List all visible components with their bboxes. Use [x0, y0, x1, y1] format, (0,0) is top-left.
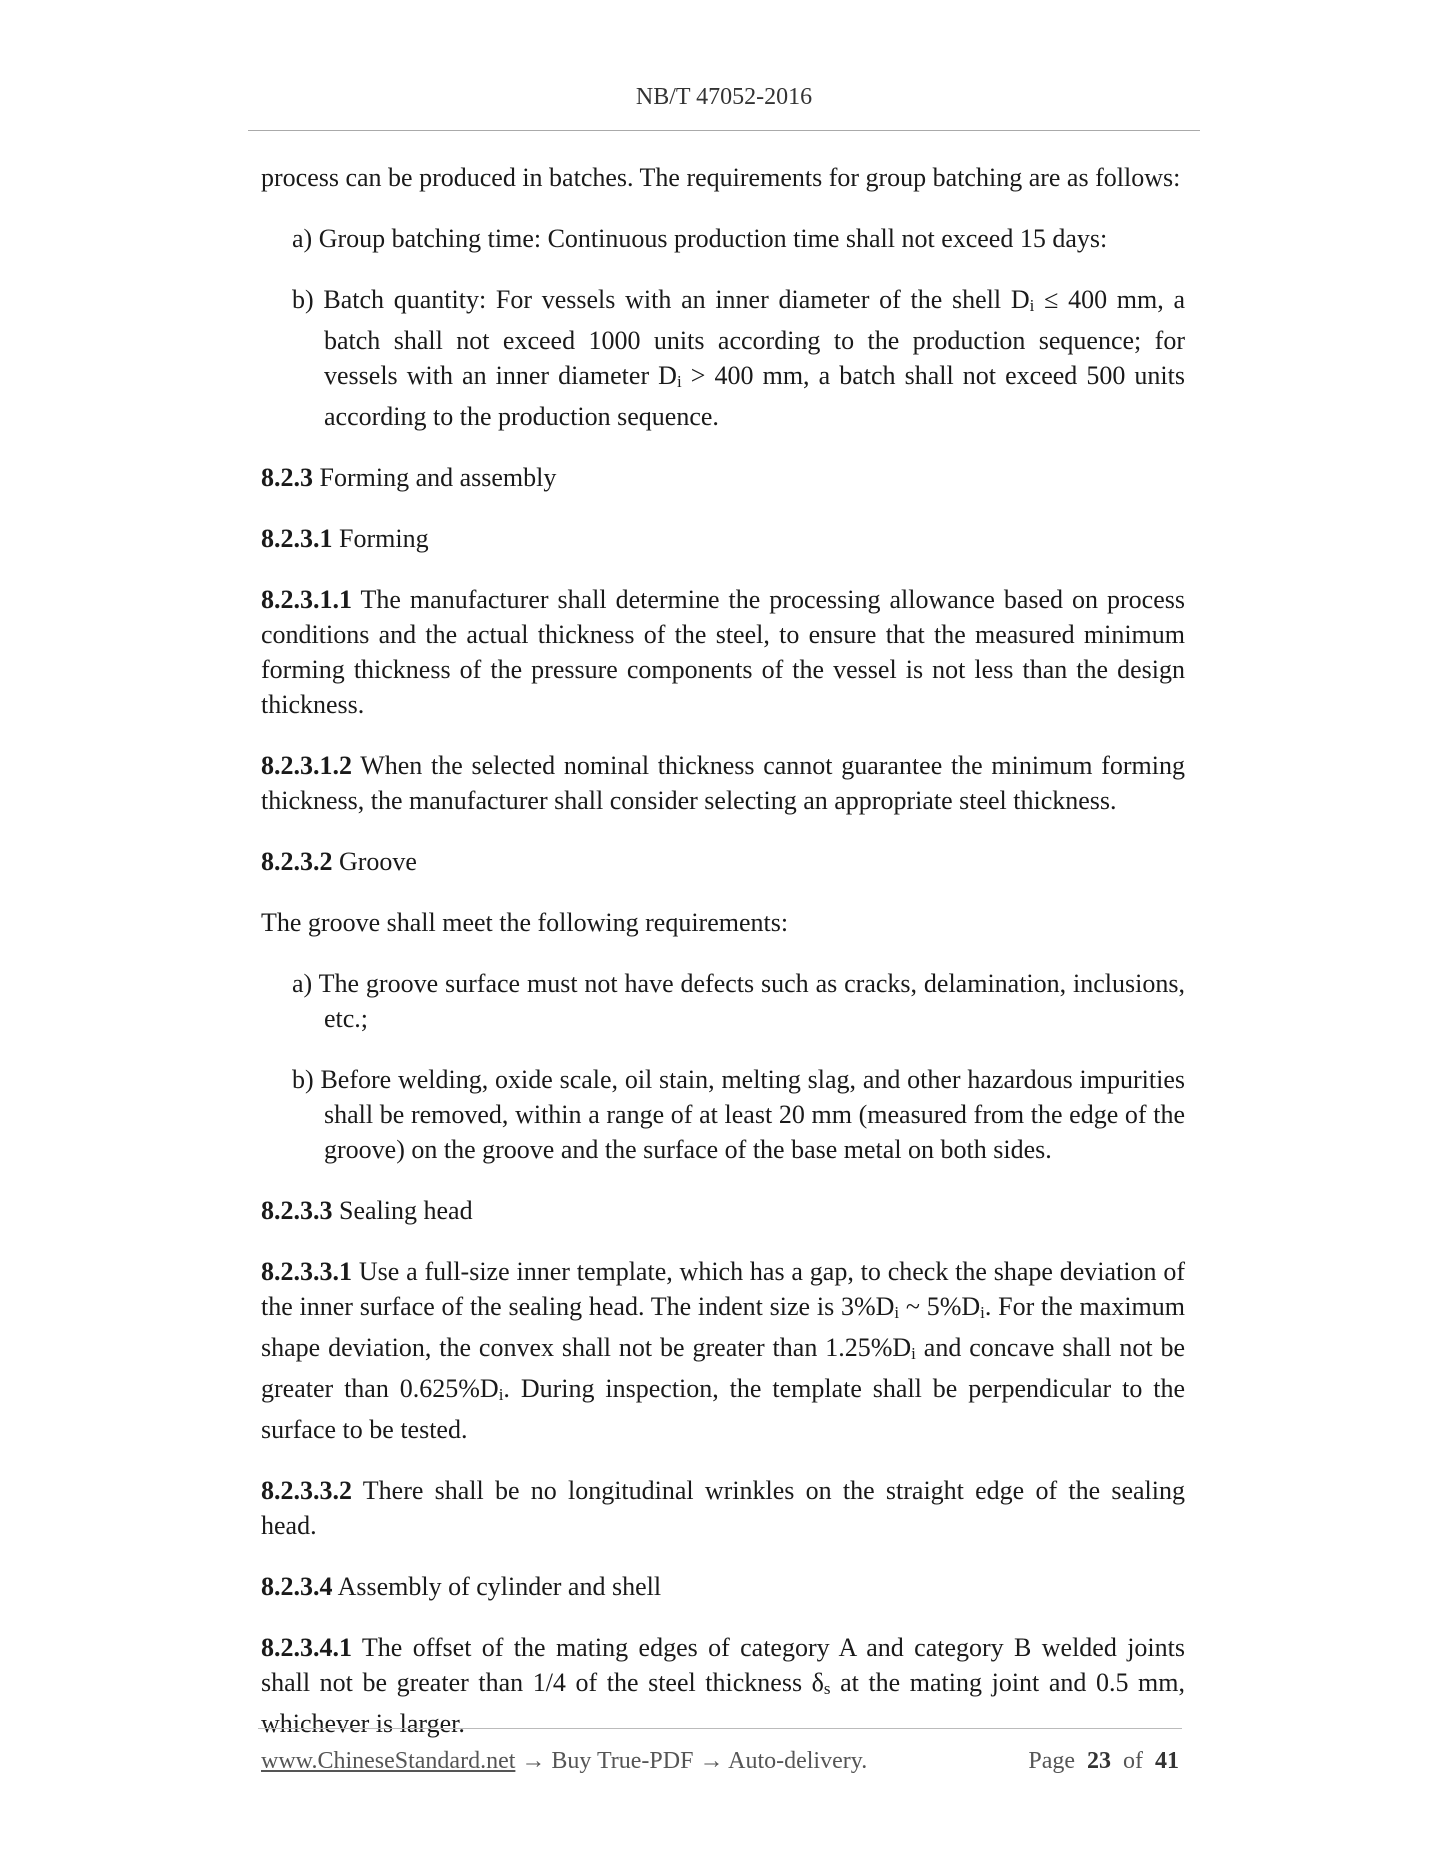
batching-item-b: b) Batch quantity: For vessels with an inner diameter of the shell Di ≤ 400 mm, a batch shall not exceed 1000 units according to the production sequence; for vessels with an inner diameter Di > 400 mm, a batch shall not exceed 500 units according to the production sequence.: [292, 285, 1186, 431]
clause-8-2-3-3-2: 8.2.3.3.2 There shall be no longitudinal wrinkles on the straight edge of the sealing head.: [261, 1476, 1185, 1540]
footer-tagline: → Buy True-PDF → Auto-delivery.: [515, 1748, 868, 1774]
batching-item-a: a) Group batching time: Continuous production time shall not exceed 15 days:: [292, 224, 1108, 253]
clause-8-2-3-4-1: 8.2.3.4.1 The offset of the mating edges of category A and category B welded joints shall not be greater than 1/4 of the steel thickness δs at the mating joint and 0.5 mm, whichever is larger.: [261, 1633, 1185, 1738]
footer-promo: [261, 1748, 867, 1775]
groove-intro: The groove shall meet the following requirements:: [261, 908, 789, 937]
section-8-2-3-heading: 8.2.3 Forming and assembly: [261, 463, 557, 492]
footer-divider: [258, 1728, 1182, 1729]
page-content: [261, 160, 1185, 1767]
header-divider: [248, 130, 1200, 131]
document-header: NB/T 47052-2016: [635, 84, 813, 110]
page-number: Page 23 of 41: [1028, 1748, 1179, 1774]
clause-8-2-3-3-1: 8.2.3.3.1 Use a full-size inner template, which has a gap, to check the shape deviation of the inner surface of the sealing head. The indent size is 3%Di ~ 5%Di. For the maximum shape deviation, the convex shall not be greater than 1.25%Di and concave shall not be greater than 0.625%Di. During inspection, the template shall be perpendicular to the surface to be tested.: [261, 1257, 1185, 1444]
groove-item-b: b) Before welding, oxide scale, oil stain, melting slag, and other hazardous impurities shall be removed, within a range of at least 20 mm (measured from the edge of the groove) on the groove and the surface of the base metal on both sides.: [292, 1065, 1185, 1164]
groove-item-a: a) The groove surface must not have defects such as cracks, delamination, inclusions, etc.;: [292, 969, 1185, 1033]
section-8-2-3-2-heading: 8.2.3.2 Groove: [261, 847, 417, 876]
section-8-2-3-4-heading: 8.2.3.4 Assembly of cylinder and shell: [261, 1572, 662, 1601]
section-8-2-3-3-heading: 8.2.3.3 Sealing head: [261, 1196, 473, 1225]
section-8-2-3-1-heading: 8.2.3.1 Forming: [261, 524, 429, 553]
clause-8-2-3-1-2: 8.2.3.1.2 When the selected nominal thickness cannot guarantee the minimum forming thickness, the manufacturer shall consider selecting an appropriate steel thickness.: [261, 751, 1185, 815]
site-link[interactable]: www.ChineseStandard.net: [261, 1748, 516, 1774]
clause-8-2-3-1-1: 8.2.3.1.1 The manufacturer shall determine the processing allowance based on process conditions and the actual thickness of the steel, to ensure that the measured minimum forming thickness of the pressure components of the vessel is not less than the design thickness.: [261, 585, 1185, 719]
intro-paragraph: process can be produced in batches. The requirements for group batching are as follows:: [261, 163, 1181, 192]
